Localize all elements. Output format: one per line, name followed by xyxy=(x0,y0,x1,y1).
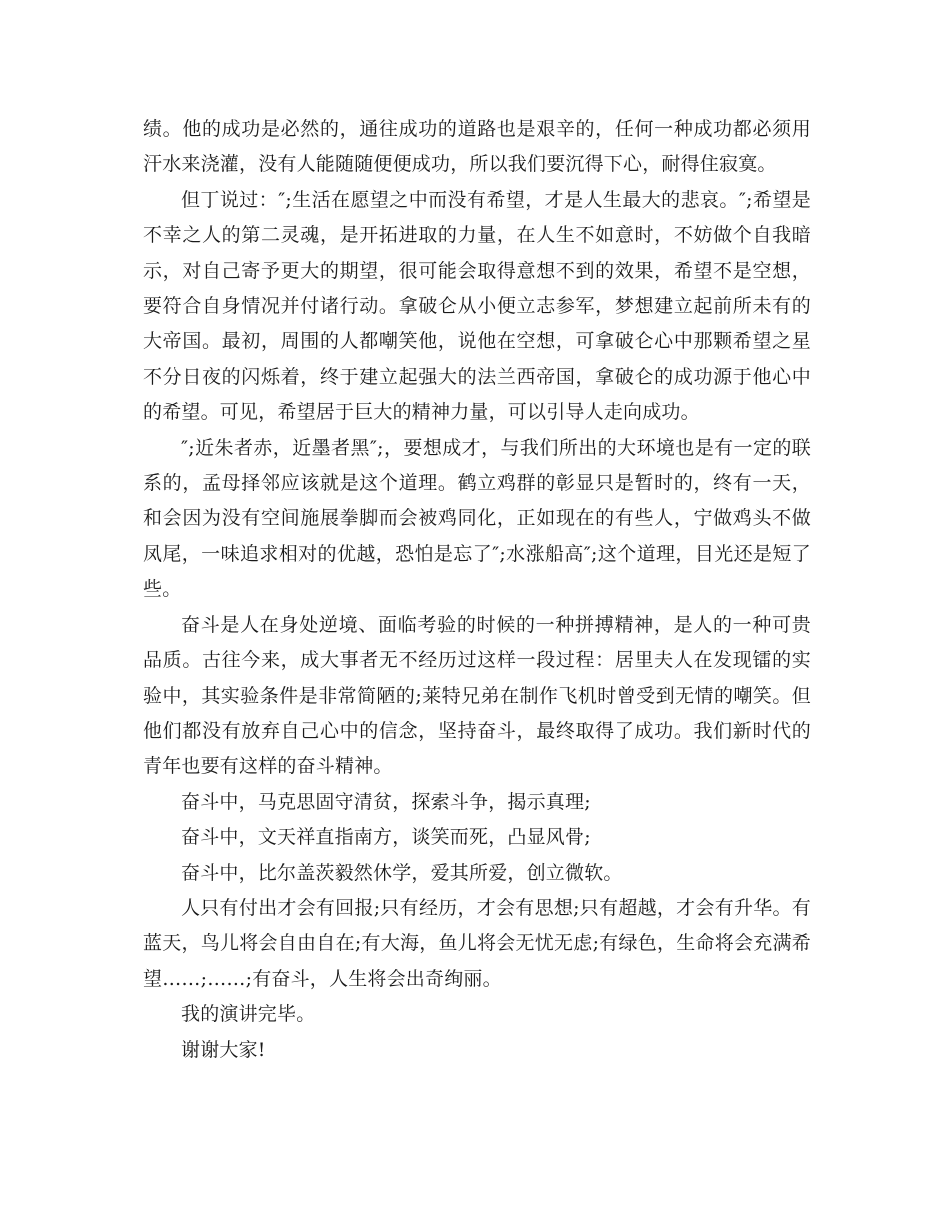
paragraph-5: 奋斗中，马克思固守清贫，探索斗争，揭示真理; xyxy=(181,790,591,813)
document-body xyxy=(143,112,811,1068)
paragraph-8: 人只有付出才会有回报;只有经历，才会有思想;只有超越，才会有升华。有蓝天，鸟儿将会自由自在;有大海，鱼儿将会无忧无虑;有绿色，生命将会充满希望……;……;有奋斗，人生将会出奇绚丽。 xyxy=(143,896,811,990)
paragraph-4: 奋斗是人在身处逆境、面临考验的时候的一种拼搏精神，是人的一种可贵品质。古往今来，成大事者无不经历过这样一段过程：居里夫人在发现镭的实验中，其实验条件是非常简陋的;莱特兄弟在制作飞机时曾受到无情的嘲笑。但他们都没有放弃自己心中的信念，坚持奋斗，最终取得了成功。我们新时代的青年也要有这样的奋斗精神。 xyxy=(143,613,811,778)
paragraph-9: 我的演讲完毕。 xyxy=(181,1003,316,1026)
paragraph-6: 奋斗中，文天祥直指南方，谈笑而死，凸显风骨; xyxy=(181,826,591,849)
paragraph-7: 奋斗中，比尔盖茨毅然休学，爱其所爱，创立微软。 xyxy=(181,861,623,884)
paragraph-1: 绩。他的成功是必然的，通往成功的道路也是艰辛的，任何一种成功都必须用汗水来浇灌，没有人能随随便便成功，所以我们要沉得下心，耐得住寂寞。 xyxy=(143,118,811,176)
paragraph-3: ″;近朱者赤，近墨者黑″;，要想成才，与我们所出的大环境也是有一定的联系的，孟母择邻应该就是这个道理。鹤立鸡群的彰显只是暂时的，终有一天，和会因为没有空间施展拳脚而会被鸡同化，正如现在的有些人，宁做鸡头不做凤尾，一味追求相对的优越，恐怕是忘了″;水涨船高″;这个道理，目光还是短了些。 xyxy=(143,436,811,601)
paragraph-2: 但丁说过：″;生活在愿望之中而没有希望，才是人生最大的悲哀。″;希望是不幸之人的第二灵魂，是开拓进取的力量，在人生不如意时，不妨做个自我暗示，对自己寄予更大的期望，很可能会取得意想不到的效果，希望不是空想，要符合自身情况并付诸行动。拿破仑从小便立志参军，梦想建立起前所未有的大帝国。最初，周围的人都嘲笑他，说他在空想，可拿破仑心中那颗希望之星不分日夜的闪烁着，终于建立起强大的法兰西帝国，拿破仑的成功源于他心中的希望。可见，希望居于巨大的精神力量，可以引导人走向成功。 xyxy=(143,188,811,424)
paragraph-10: 谢谢大家! xyxy=(181,1038,266,1061)
